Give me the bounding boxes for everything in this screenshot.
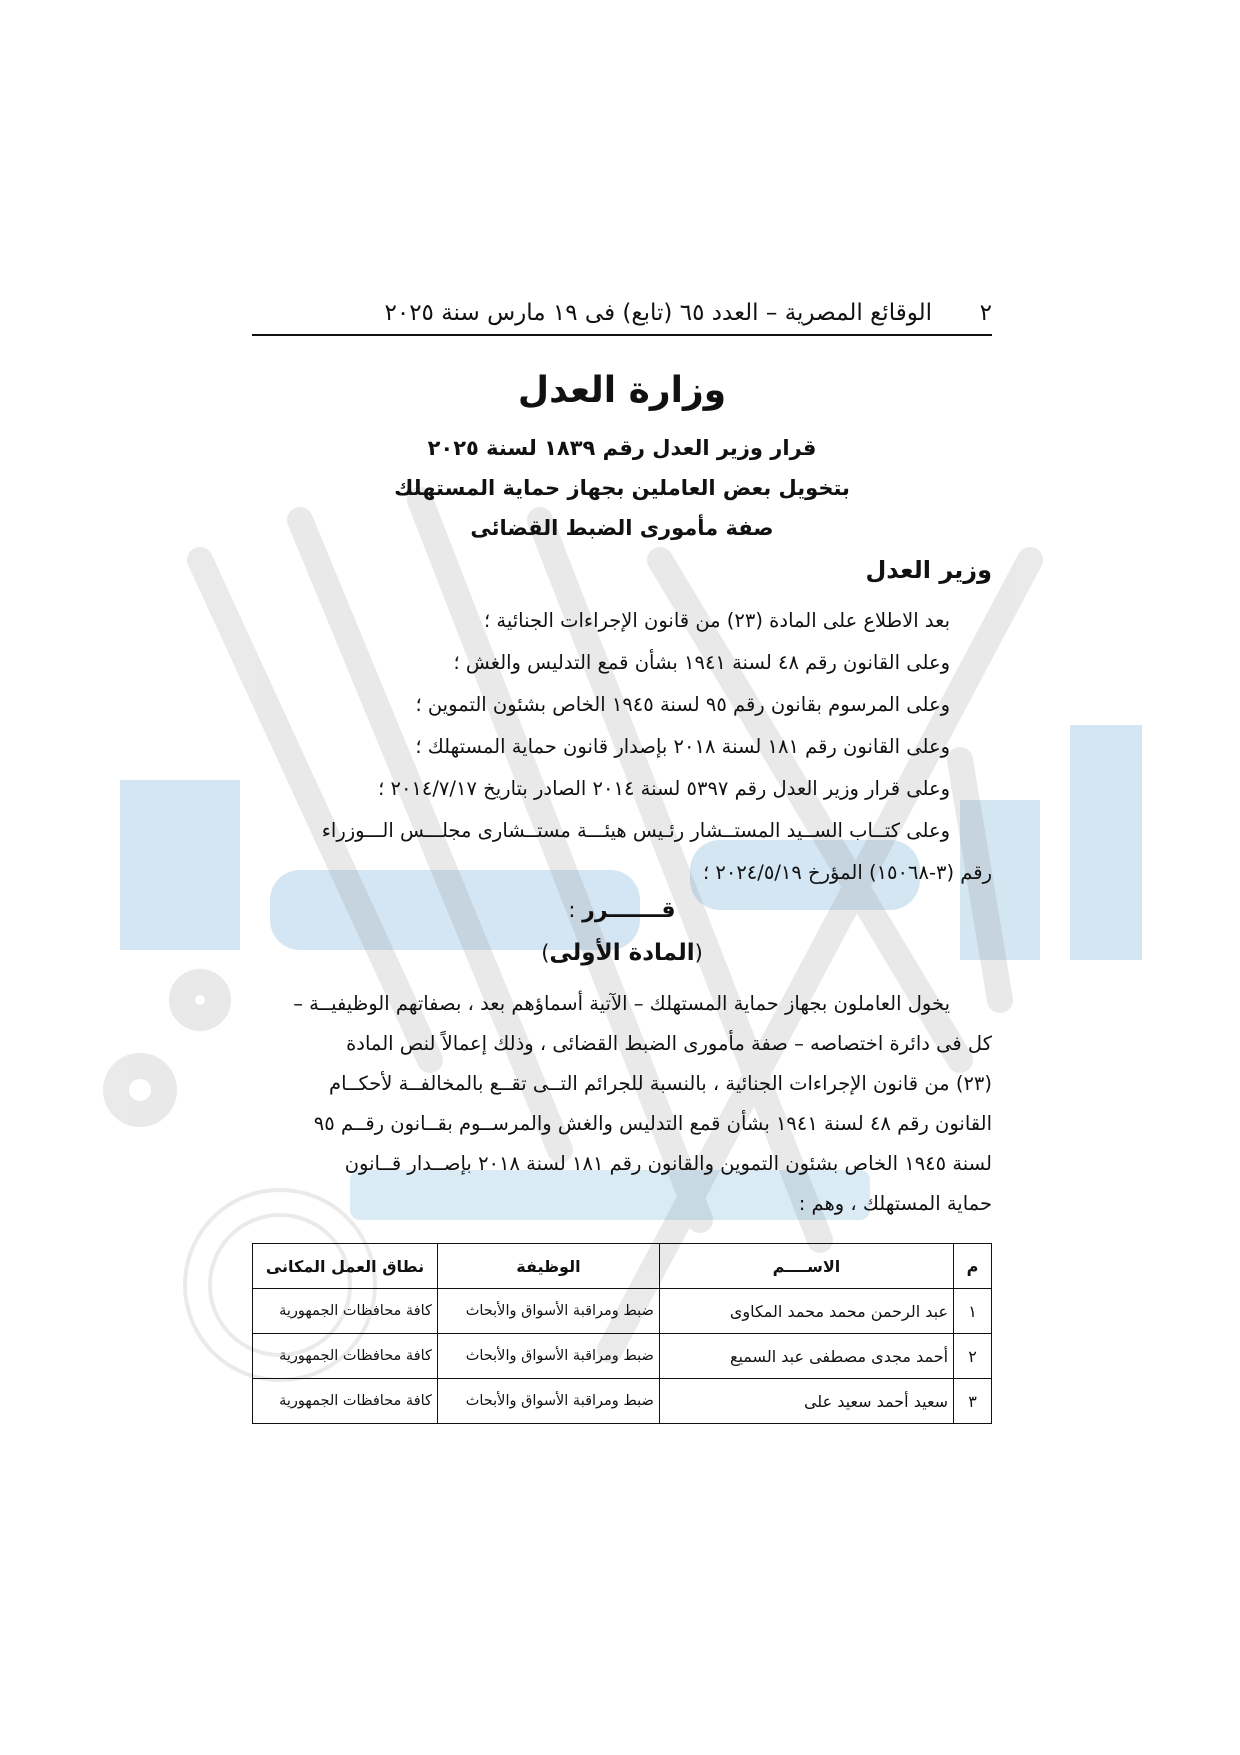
ministry-title: وزارة العدل — [517, 370, 727, 411]
decided-heading — [252, 898, 992, 923]
employee-scope: كافة محافظات الجمهورية — [253, 1289, 438, 1334]
article-line: حماية المستهلك ، وهم : — [798, 1192, 992, 1215]
preamble-line: وعلى المرسوم بقانون رقم ٩٥ لسنة ١٩٤٥ الخاص بشئون التموين ؛ — [415, 693, 950, 716]
employee-name: أحمد مجدى مصطفى عبد السميع — [659, 1334, 953, 1379]
table-row — [253, 1379, 992, 1424]
article-line: يخول العاملون بجهاز حماية المستهلك – الآتية أسماؤهم بعد ، بصفاتهم الوظيفيــة – — [293, 992, 950, 1015]
preamble-line: وعلى قرار وزير العدل رقم ٥٣٩٧ لسنة ٢٠١٤ الصادر بتاريخ ٢٠١٤/٧/١٧ ؛ — [378, 777, 950, 800]
decided-word: قـــــــرر — [582, 898, 676, 923]
preamble-line: وعلى القانون رقم ٤٨ لسنة ١٩٤١ بشأن قمع التدليس والغش ؛ — [453, 651, 950, 674]
decided-colon: : — [568, 898, 576, 922]
row-number: ٣ — [954, 1379, 992, 1424]
article-line: القانون رقم ٤٨ لسنة ١٩٤١ بشأن قمع التدليس والغش والمرســوم بقــانون رقــم ٩٥ — [313, 1112, 992, 1135]
employee-job: ضبط ومراقبة الأسواق والأبحاث — [437, 1334, 659, 1379]
article-body — [252, 984, 992, 1224]
column-header: نطاق العمل المكانى — [253, 1244, 438, 1289]
article-line: لسنة ١٩٤٥ الخاص بشئون التموين والقانون رقم ١٨١ لسنة ٢٠١٨ بإصــدار قــانون — [344, 1152, 992, 1175]
page-number: ٢ — [979, 300, 992, 326]
employee-scope: كافة محافظات الجمهورية — [253, 1379, 438, 1424]
employees-table — [252, 1243, 992, 1424]
header-divider — [252, 334, 992, 336]
row-number: ٢ — [954, 1334, 992, 1379]
decree-line-2: بتخويل بعض العاملين بجهاز حماية المستهلك — [394, 476, 850, 500]
article-title: المادة الأولى — [549, 940, 695, 966]
article-heading: (المادة الأولى) — [541, 940, 703, 966]
preamble-line: وعلى كتــاب الســيد المستــشار رئـيس هيئـــة مستــشارى مجلـــس الـــوزراء — [321, 819, 950, 842]
article-line: كل فى دائرة اختصاصه – صفة مأمورى الضبط القضائى ، وذلك إعمالاً لنص المادة — [346, 1032, 992, 1055]
preamble-line: وعلى القانون رقم ١٨١ لسنة ٢٠١٨ بإصدار قانون حماية المستهلك ؛ — [415, 735, 950, 758]
employee-name: سعيد أحمد سعيد على — [659, 1379, 953, 1424]
employee-scope: كافة محافظات الجمهورية — [253, 1334, 438, 1379]
row-number: ١ — [954, 1289, 992, 1334]
column-header: م — [954, 1244, 992, 1289]
employee-job: ضبط ومراقبة الأسواق والأبحاث — [437, 1379, 659, 1424]
decree-line-1: قرار وزير العدل رقم ١٨٣٩ لسنة ٢٠٢٥ — [427, 436, 817, 460]
minister-heading: وزير العدل — [865, 556, 992, 584]
decree-line-3: صفة مأمورى الضبط القضائى — [470, 516, 774, 540]
column-header: الاســــم — [659, 1244, 953, 1289]
table-header-row — [253, 1244, 992, 1289]
employee-job: ضبط ومراقبة الأسواق والأبحاث — [437, 1289, 659, 1334]
page-header — [252, 286, 992, 326]
column-header: الوظيفة — [437, 1244, 659, 1289]
preamble-line: بعد الاطلاع على المادة (٢٣) من قانون الإجراءات الجنائية ؛ — [483, 609, 950, 632]
publication-title: الوقائع المصرية – العدد ٦٥ (تابع) فى ١٩ مارس سنة ٢٠٢٥ — [384, 300, 932, 326]
decree-title — [252, 428, 992, 548]
article-line: (٢٣) من قانون الإجراءات الجنائية ، بالنسبة للجرائم التــى تقــع بالمخالفــة لأحكــام — [329, 1072, 992, 1095]
preamble — [252, 600, 992, 894]
preamble-line: رقم (٣-١٥٠٦٨) المؤرخ ٢٠٢٤/٥/١٩ ؛ — [702, 861, 992, 884]
table-row — [253, 1289, 992, 1334]
table-row — [253, 1334, 992, 1379]
employee-name: عبد الرحمن محمد محمد المكاوى — [659, 1289, 953, 1334]
